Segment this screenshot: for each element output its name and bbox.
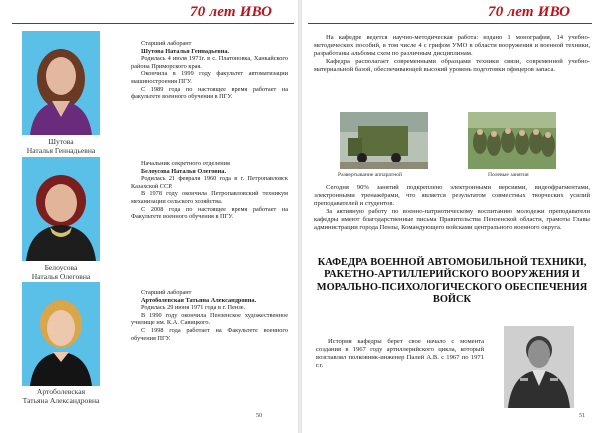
bio-artobolevskaya-p3: С 1998 года работает на Факультете военного обучения ПГУ. [131, 326, 288, 342]
bio-belousova-position: Начальник секретного отделения [141, 160, 230, 167]
bio-belousova-p3: С 2008 года по настоящее время работает на Факультете военного обучения в ПГУ. [131, 205, 288, 221]
caption-shutova-line1: Шутова [48, 137, 74, 146]
bio-artobolevskaya [131, 289, 288, 342]
left-header-title: 70 лет ИВО [190, 4, 273, 20]
body-paragraph-2: За активную работу по военно-патриотическому воспитанию молодежи преподаватели кафедры имеют благодарственные письма Правительства Пензенской области, грамоты Главы администрации города Пензы, Командующего войсками центрального военного округа. [314, 208, 590, 231]
portrait-shutova [22, 31, 100, 135]
right-page-number: 51 [579, 412, 586, 419]
bio-belousova [131, 160, 288, 221]
right-page [302, 0, 600, 433]
intro-paragraph-1: На кафедре ведется научно-методическая работа: издано 1 монография, 14 учебно-методических пособий, в том числе 4 с грифом УМО в области вооружения и военной техники, разработаны альбомы схем по различным дисциплинам. [314, 34, 590, 57]
bio-shutova [131, 40, 288, 101]
right-header-rule [308, 23, 592, 24]
history-paragraph: История кафедры берет свое начало с момента создания в 1967 году артиллерийского цикла, который возглавлял полковник-инженер Палей А.В. с 1967 по 1971 г.г. [316, 338, 484, 369]
bio-shutova-name: Шутова Наталья Геннадьевна. [141, 47, 230, 55]
left-header-rule [12, 23, 294, 24]
bio-artobolevskaya-p1: Родилась 29 июня 1971 года в г. Пензе. [141, 304, 246, 312]
left-page-number: 50 [256, 412, 263, 419]
right-header-title: 70 лет ИВО [488, 4, 571, 20]
bio-artobolevskaya-p2: В 1990 году окончила Пензенское художественное училище им. К.А. Савицкого. [131, 311, 288, 327]
photo-field-exercise [468, 112, 556, 169]
caption-belousova-line1: Белоусова [44, 263, 78, 272]
bio-shutova-position: Старший лаборант [141, 40, 192, 47]
history-text [316, 338, 484, 370]
caption-belousova [6, 263, 116, 281]
bio-shutova-p3: С 1989 года по настоящее время работает на факультете военного обучения в ПГУ. [131, 85, 288, 101]
bio-belousova-name: Белоусова Наталья Олеговна. [141, 167, 227, 175]
intro-paragraph-2: Кафедра располагает современными образцами техники связи, современной учебно-материальной базой, обеспечивающей высокий уровень подготовки офицеров запаса. [314, 58, 590, 73]
portrait-paley [504, 326, 574, 408]
left-page [0, 0, 298, 433]
body-text [314, 184, 590, 232]
caption-shutova [6, 137, 116, 155]
portrait-artobolevskaya [22, 282, 100, 386]
caption-artobolevskaya [6, 387, 116, 405]
portrait-belousova [22, 157, 100, 261]
body-paragraph-1: Сегодня 90% занятий подкреплено электронными версиями, видеофрагментами, электронными тренажёрами, что является результатом совместных творческих усилий преподавателей и студентов. [314, 184, 590, 207]
bio-artobolevskaya-name: Артоболевская Татьяна Александровна. [141, 296, 257, 304]
caption-shutova-line2: Наталья Геннадьевна [26, 146, 96, 155]
photo-deployment [340, 112, 428, 169]
department-heading: КАФЕДРА ВОЕННОЙ АВТОМОБИЛЬНОЙ ТЕХНИКИ, РАКЕТНО-АРТИЛЛЕРИЙСКОГО ВООРУЖЕНИЯ И МОРАЛЬНО-ПСИХОЛОГИЧЕСКОГО ОБЕСПЕЧЕНИЯ ВОЙСК [316, 257, 588, 306]
bio-artobolevskaya-position: Старший лаборант [141, 289, 192, 296]
bio-belousova-p1: Родилась 21 февраля 1960 года в г. Петропавловск Казахской ССР. [131, 175, 288, 190]
caption-artobolevskaya-line2: Татьяна Александровна [22, 396, 100, 405]
bio-shutova-p1: Родилась 4 июля 1971г. в с. Платоновка, Ханкайского района Приморского края. [131, 55, 288, 70]
bio-shutova-p2: Окончила в 1999 году факультет автоматизации машиностроения ПГУ. [131, 70, 288, 85]
caption-deployment: Развертывание аппаратной [338, 172, 402, 178]
bio-belousova-p2: В 1978 году окончила Петропавловский техникум механизации сельского хозяйства. [131, 190, 288, 205]
caption-belousova-line2: Наталья Олеговна [31, 272, 91, 281]
caption-field-exercise: Полевые занятия [488, 172, 529, 178]
intro-text [314, 34, 590, 74]
caption-artobolevskaya-line1: Артоболевская [36, 387, 86, 396]
